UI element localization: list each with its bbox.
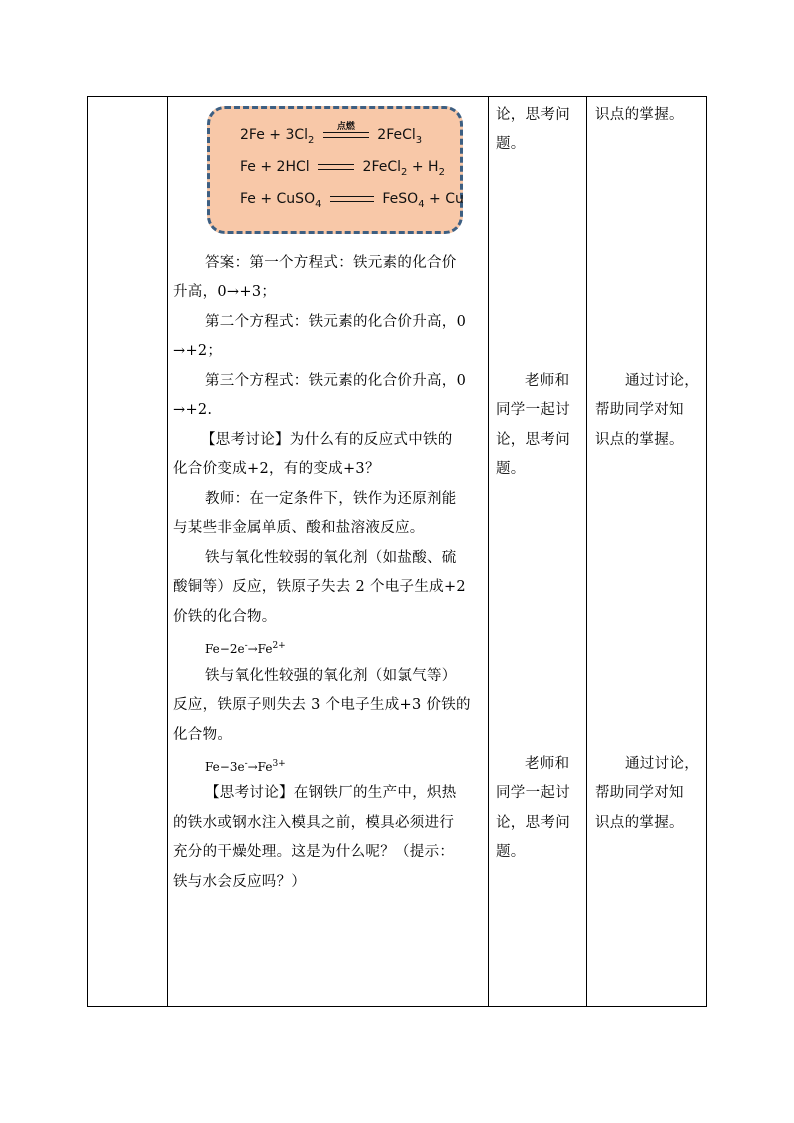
column-divider bbox=[586, 96, 587, 1007]
design-purpose: 通过讨论， bbox=[625, 756, 699, 772]
design-purpose: 识点的掌握。 bbox=[595, 107, 684, 123]
teacher-activity: 同学一起讨 bbox=[496, 402, 570, 418]
teacher-explanation: 与某些非金属单质、酸和盐溶液反应。 bbox=[173, 520, 425, 536]
table-bottom-border bbox=[87, 1006, 707, 1007]
equation-2: Fe + 2HCl 2FeCl$_2$ + $H_2$ bbox=[240, 159, 445, 178]
teacher-activity: 题。 bbox=[496, 461, 526, 477]
teacher-explanation: 化合物。 bbox=[173, 727, 233, 743]
teacher-activity: 同学一起讨 bbox=[496, 785, 570, 801]
answer-line: →+2. bbox=[173, 402, 213, 418]
reaction-condition: 点燃 bbox=[336, 122, 355, 132]
discussion-question: 铁与水会反应吗？） bbox=[173, 874, 307, 890]
teacher-activity: 老师和 bbox=[525, 373, 570, 389]
discussion-question: 化合价变成+2，有的变成+3？ bbox=[173, 461, 380, 477]
equation-1: $2Fe + 3Cl_2$ 点燃 2FeCl$_3$ bbox=[240, 127, 422, 146]
teacher-activity: 题。 bbox=[496, 136, 526, 152]
equation-3: Fe + CuSO$_4$ FeSO$_4$ + Cu bbox=[240, 191, 464, 210]
teacher-activity: 论，思考问 bbox=[496, 815, 570, 831]
ion-equation-1: $Fe-2e^-\to Fe^{2+}$ bbox=[205, 641, 286, 656]
lesson-table bbox=[87, 96, 707, 1007]
teacher-explanation: 教师：在一定条件下，铁作为还原剂能 bbox=[205, 491, 457, 507]
column-divider bbox=[167, 96, 168, 1007]
equation-box bbox=[207, 106, 463, 234]
design-purpose: 帮助同学对知 bbox=[595, 402, 684, 418]
answer-line: 第三个方程式：铁元素的化合价升高，0 bbox=[205, 373, 467, 389]
teacher-activity: 老师和 bbox=[525, 756, 570, 772]
answer-line: 升高，0→+3； bbox=[173, 284, 277, 300]
design-purpose: 识点的掌握。 bbox=[595, 432, 684, 448]
column-divider bbox=[488, 96, 489, 1007]
teacher-explanation: 铁与氧化性较弱的氧化剂（如盐酸、硫 bbox=[205, 550, 457, 566]
teacher-activity: 题。 bbox=[496, 844, 526, 860]
teacher-explanation: 反应，铁原子则失去 3 个电子生成+3 价铁的 bbox=[173, 697, 471, 713]
design-purpose: 通过讨论， bbox=[625, 373, 699, 389]
ion-equation-2: $Fe-3e^-\to Fe^{3+}$ bbox=[205, 759, 286, 774]
discussion-question: 充分的干燥处理。这是为什么呢？（提示： bbox=[173, 844, 455, 860]
discussion-question: 【思考讨论】为什么有的反应式中铁的 bbox=[201, 432, 453, 448]
answer-line: →+2； bbox=[173, 343, 223, 359]
table-left-border bbox=[87, 96, 88, 1007]
teacher-explanation: 酸铜等）反应，铁原子失去 2 个电子生成+2 bbox=[173, 579, 466, 595]
design-purpose: 识点的掌握。 bbox=[595, 815, 684, 831]
teacher-explanation: 价铁的化合物。 bbox=[173, 609, 277, 625]
design-purpose: 帮助同学对知 bbox=[595, 785, 684, 801]
answer-line: 答案：第一个方程式：铁元素的化合价 bbox=[205, 255, 457, 271]
table-right-border bbox=[706, 96, 707, 1007]
teacher-activity: 论，思考问 bbox=[496, 107, 570, 123]
discussion-question: 的铁水或钢水注入模具之前，模具必须进行 bbox=[173, 815, 455, 831]
teacher-activity: 论，思考问 bbox=[496, 432, 570, 448]
teacher-explanation: 铁与氧化性较强的氧化剂（如氯气等） bbox=[205, 668, 457, 684]
discussion-question: 【思考讨论】在钢铁厂的生产中，炽热 bbox=[205, 785, 457, 801]
table-top-border bbox=[87, 96, 707, 97]
answer-line: 第二个方程式：铁元素的化合价升高，0 bbox=[205, 314, 467, 330]
